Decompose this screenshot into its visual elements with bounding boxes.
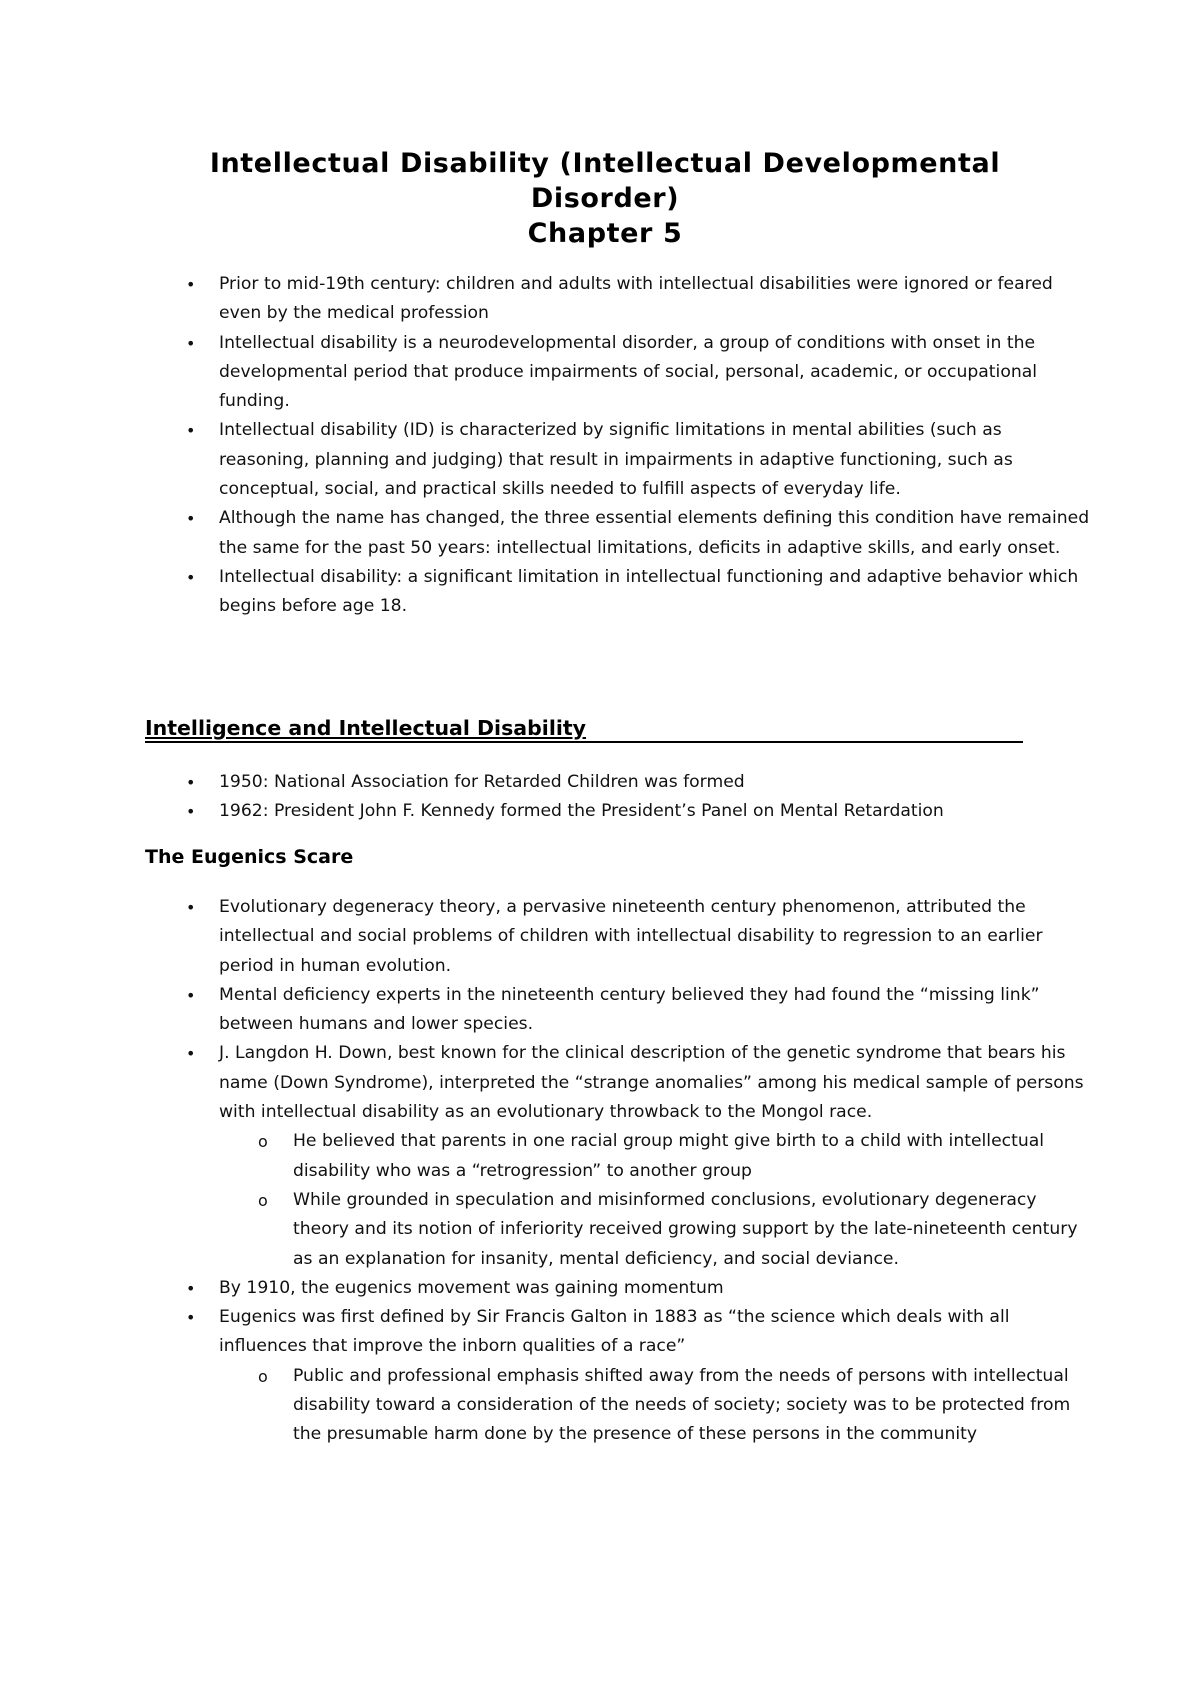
bullet-marker: •: [186, 567, 196, 587]
title-line-3: Chapter 5: [527, 218, 683, 249]
intro-bullet-list: [0, 270, 1200, 622]
list-item: • By 1910, the eugenics movement was gaining momentum: [0, 1274, 1200, 1303]
list-item: • J. Langdon H. Down, best known for the clinical description of the genetic syndrome that bears his name (Down Syndrome), interpreted the “strange anomalies” among his medical sample of persons with intellectual disability as an evolutionary throwback to the Mongol race.: [0, 1039, 1200, 1127]
list-item: • Intellectual disability is a neurodevelopmental disorder, a group of conditions with onset in the developmental period that produce impairments of social, personal, academic, or occupational funding.: [0, 329, 1200, 417]
title-line-2: Disorder): [530, 183, 680, 214]
list-item: • Although the name has changed, the three essential elements defining this condition have remained the same for the past 50 years: intellectual limitations, deficits in adaptive skills, and early onset.: [0, 504, 1200, 563]
sub-bullet-marker: o: [258, 1190, 268, 1210]
list-item: o While grounded in speculation and misinformed conclusions, evolutionary degeneracy theory and its notion of inferiority received growing support by the late-nineteenth century as an explanation for insanity, mental deficiency, and social deviance.: [0, 1186, 1200, 1274]
bullet-marker: •: [186, 333, 196, 353]
bullet-marker: •: [186, 1278, 196, 1298]
list-item: o Public and professional emphasis shifted away from the needs of persons with intellectual disability toward a consideration of the needs of society; society was to be protected from the presumable harm done by the presence of these persons in the community: [0, 1362, 1200, 1450]
bullet-marker: •: [186, 773, 196, 792]
list-item: • Evolutionary degeneracy theory, a pervasive nineteenth century phenomenon, attributed the intellectual and social problems of children with intellectual disability to regression to an earlier period in human evolution.: [0, 893, 1200, 981]
list-item: • 1962: President John F. Kennedy formed the President’s Panel on Mental Retardation: [0, 797, 1200, 826]
list-item: o He believed that parents in one racial group might give birth to a child with intellectual disability who was a “retrogression” to another group: [0, 1127, 1200, 1186]
list-item: • Intellectual disability (ID) is characterized by signific limitations in mental abilities (such as reasoning, planning and judging) that result in impairments in adaptive functioning, such as conceptual, social, and practical skills needed to fulfill aspects of everyday life.: [0, 416, 1200, 504]
eugenics-bullet-list: [0, 893, 1200, 1450]
section-heading: Intelligence and Intellectual Disability: [145, 713, 1023, 743]
bullet-marker: •: [186, 1308, 196, 1328]
list-item: • Intellectual disability: a significant limitation in intellectual functioning and adaptive behavior which begins before age 18.: [0, 563, 1200, 622]
bullet-marker: •: [186, 985, 196, 1005]
bullet-marker: •: [186, 1044, 196, 1064]
sub-bullet-marker: o: [258, 1132, 268, 1152]
section-bullet-list: [0, 768, 1200, 827]
list-item: • Mental deficiency experts in the nineteenth century believed they had found the “missing link” between humans and lower species.: [0, 981, 1200, 1040]
subsection-heading: The Eugenics Scare: [145, 846, 354, 868]
list-item: • Prior to mid-19th century: children and adults with intellectual disabilities were ignored or feared even by the medical profession: [0, 270, 1200, 329]
bullet-marker: •: [186, 275, 196, 294]
title-line-1: Intellectual Disability (Intellectual Developmental: [209, 148, 1001, 179]
sub-bullet-marker: o: [258, 1366, 268, 1386]
bullet-marker: •: [186, 898, 196, 917]
bullet-marker: •: [186, 509, 196, 529]
list-item: • 1950: National Association for Retarded Children was formed: [0, 768, 1200, 797]
bullet-marker: •: [186, 802, 196, 822]
bullet-marker: •: [186, 421, 196, 441]
list-item: • Eugenics was first defined by Sir Francis Galton in 1883 as “the science which deals with all influences that improve the inborn qualities of a race”: [0, 1303, 1200, 1362]
document-title: [145, 146, 1065, 251]
